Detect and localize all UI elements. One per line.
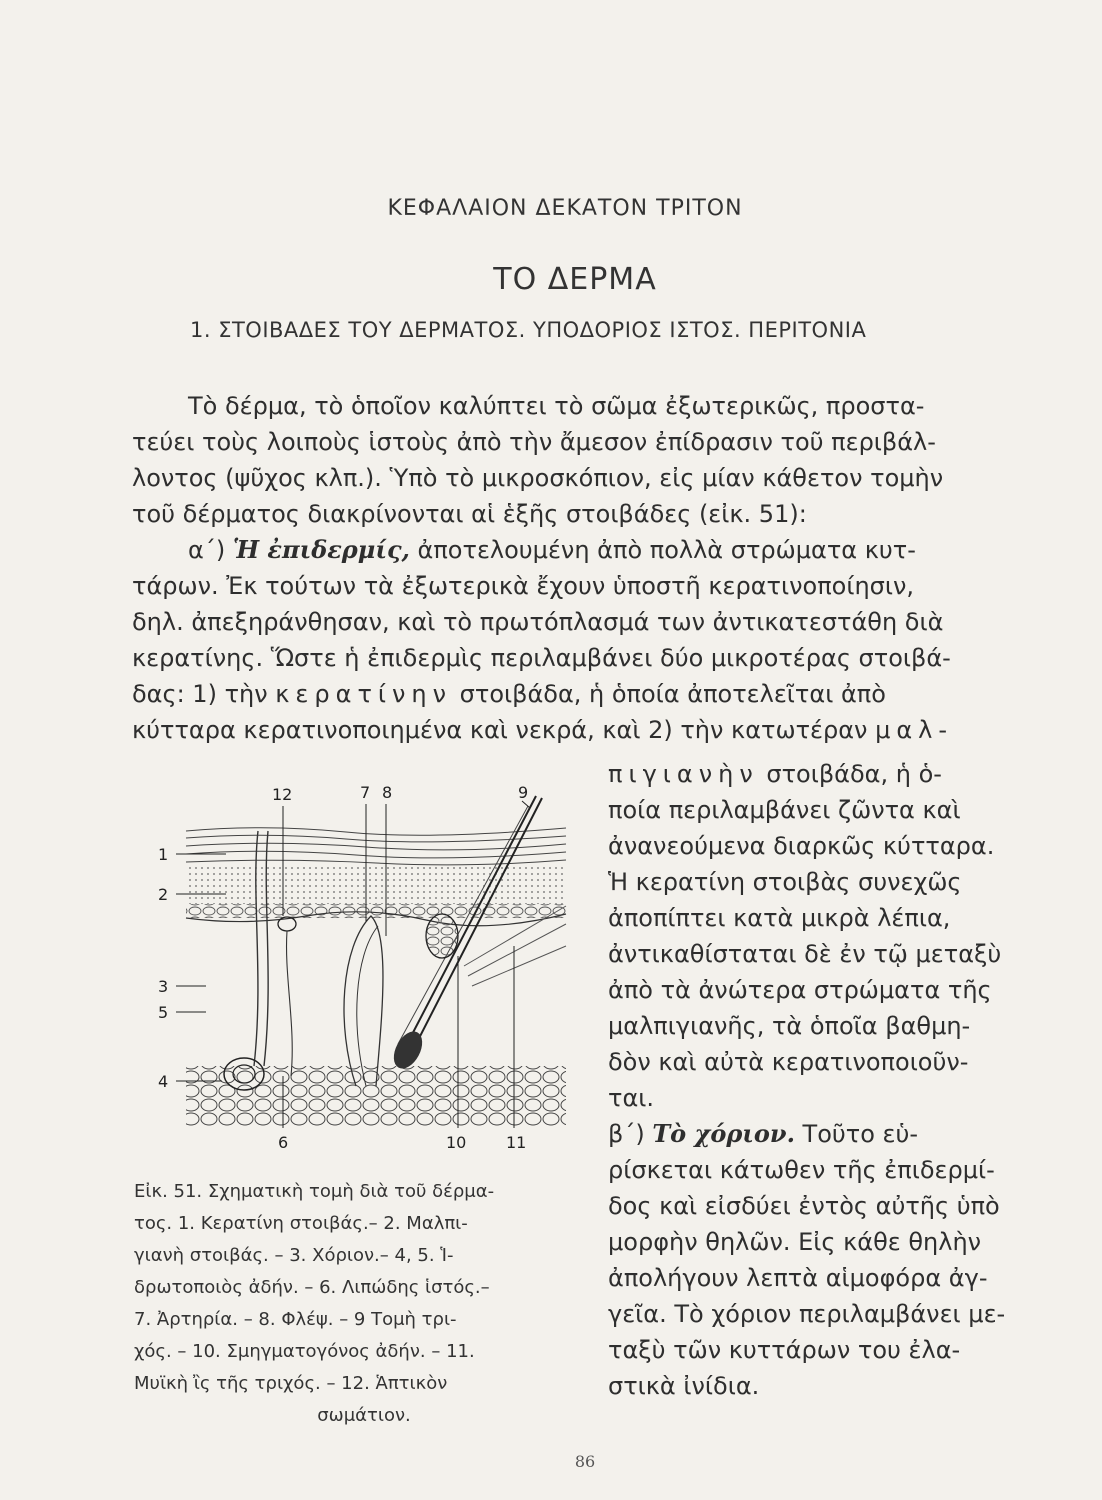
text-line: δηλ. ἀπεξηράνθησαν, καὶ τὸ πρωτόπλασμά των ἀντικατεστάθη διὰ xyxy=(132,608,944,636)
epidermis-prefix: α΄) xyxy=(188,536,233,564)
keratin-post: στοιβάδα, ἡ ὁποία ἀποτελεῖται ἀπὸ xyxy=(452,680,886,708)
figure-label-1: 1 xyxy=(158,845,169,864)
figure-label-2: 2 xyxy=(158,885,169,904)
figure-label-7: 7 xyxy=(360,783,371,802)
text-line: ἀπὸ τὰ ἀνώτερα στρώματα τῆς xyxy=(608,976,992,1004)
text-line: λοντος (ψῦχος κλπ.). Ὑπὸ τὸ μικροσκόπιον, εἰς μίαν κάθετον τομὴν xyxy=(132,464,944,492)
text-line: ποία περιλαμβάνει ζῶντα καὶ xyxy=(608,796,961,824)
text-line: ρίσκεται κάτωθεν τῆς ἐπιδερμί- xyxy=(608,1156,995,1184)
vein-loop xyxy=(357,926,378,1086)
figure-caption xyxy=(134,1176,594,1432)
basal-cell-row xyxy=(186,904,566,918)
figure-label-4: 4 xyxy=(158,1072,169,1091)
caption-line: δρωτοποιὸς ἀδήν. – 6. Λιπώδης ἱστός.– xyxy=(134,1277,490,1298)
chorion-term: Τὸ χόριον. xyxy=(652,1119,795,1148)
text-line: ἀπολήγουν λεπτὰ αἱμοφόρα ἀγ- xyxy=(608,1264,988,1292)
text-line: ἀντικαθίσταται δὲ ἐν τῷ μεταξὺ xyxy=(608,940,1002,968)
caption-line: Μυϊκὴ ἲς τῆς τριχός. – 12. Ἁπτικὸν xyxy=(134,1373,448,1394)
page-number: 86 xyxy=(574,1452,596,1471)
text-line: μορφὴν θηλῶν. Εἰς κάθε θηλὴν xyxy=(608,1228,982,1256)
epidermis-term: Ἡ ἐπιδερμίς, xyxy=(232,535,410,564)
text-line-malpighian-cont xyxy=(608,756,1028,792)
keratin-pre: δας: 1) τὴν xyxy=(132,680,276,708)
text-line-epidermis xyxy=(132,532,1022,568)
figure-label-9: 9 xyxy=(518,783,529,802)
text-line: μαλπιγιανῆς, τὰ ὁποῖα βαθμη- xyxy=(608,1012,971,1040)
text-line: τεύει τοὺς λοιποὺς ἱστοὺς ἀπὸ τὴν ἄμεσον ἐπίδρασιν τοῦ περιβάλ- xyxy=(132,428,936,456)
figure-label-10: 10 xyxy=(446,1133,467,1152)
text-line: γεῖα. Τὸ χόριον περιλαμβάνει με- xyxy=(608,1300,1006,1328)
text-line: ἀποπίπτει κατὰ μικρὰ λέπια, xyxy=(608,904,951,932)
fat-tissue xyxy=(186,1066,566,1126)
malpighian-pre: κύτταρα κερατινοποιημένα καὶ νεκρά, καὶ 2) τὴν κατωτέραν xyxy=(132,716,876,744)
figure-label-6: 6 xyxy=(278,1133,289,1152)
keratin-term: κερατίνην xyxy=(275,680,453,708)
body-paragraph xyxy=(132,388,1022,748)
text-line-malpighian xyxy=(132,712,1022,748)
figure-label-12: 12 xyxy=(272,785,293,804)
sebaceous-gland xyxy=(426,914,458,958)
epidermis-rest: ἀποτελουμένη ἀπὸ πολλὰ στρώματα κυτ- xyxy=(409,536,916,564)
malpighian-layer xyxy=(186,866,566,904)
text-line: κερατίνης. Ὥστε ἡ ἐπιδερμὶς περιλαμβάνει δύο μικροτέρας στοιβά- xyxy=(132,644,951,672)
malpighian-term-cont: πιγιανὴν xyxy=(608,760,759,788)
chapter-heading: ΚΕΦΑΛΑΙΟΝ ΔΕΚΑΤΟΝ ΤΡΙΤΟΝ xyxy=(387,196,743,221)
figure-label-11: 11 xyxy=(506,1133,527,1152)
right-column-text xyxy=(608,756,1028,1404)
figure-label-5: 5 xyxy=(158,1003,169,1022)
caption-line: 7. Ἀρτηρία. – 8. Φλέψ. – 9 Τομὴ τρι- xyxy=(134,1309,457,1330)
caption-line: γιανὴ στοιβάς. – 3. Χόριον.– 4, 5. Ἱ- xyxy=(134,1245,454,1266)
text-line: Τὸ δέρμα, τὸ ὁποῖον καλύπτει τὸ σῶμα ἐξωτερικῶς, προστα- xyxy=(188,392,925,420)
text-line-chorion xyxy=(608,1116,1028,1152)
artery-loop xyxy=(344,916,383,1086)
caption-line: σωμάτιον. xyxy=(317,1405,411,1426)
text-line: Ἡ κερατίνη στοιβὰς συνεχῶς xyxy=(608,868,962,896)
caption-line: Εἰκ. 51. Σχηματικὴ τομὴ διὰ τοῦ δέρμα- xyxy=(134,1181,495,1202)
text-line: δος καὶ εἰσδύει ἐντὸς αὐτῆς ὑπὸ xyxy=(608,1192,1000,1220)
hair-shaft xyxy=(406,796,536,1046)
text-line: τοῦ δέρματος διακρίνονται αἱ ἑξῆς στοιβάδες (εἰκ. 51): xyxy=(132,500,807,528)
skin-diagram xyxy=(146,776,586,1166)
text-line: ται. xyxy=(608,1084,655,1112)
text-line: ταξὺ τῶν κυττάρων του ἐλα- xyxy=(608,1336,961,1364)
nerve-fiber xyxy=(287,931,293,1076)
malpighian-term: μαλ- xyxy=(875,716,954,744)
text-line: στικὰ ἰνίδια. xyxy=(608,1372,760,1400)
figure-label-3: 3 xyxy=(158,977,169,996)
text-line: δὸν καὶ αὐτὰ κερατινοποιοῦν- xyxy=(608,1048,969,1076)
caption-line: χός. – 10. Σμηγματογόνος ἀδήν. – 11. xyxy=(134,1341,475,1362)
page-title: ΤΟ ΔΕΡΜΑ xyxy=(493,262,657,297)
figure-label-8: 8 xyxy=(382,783,393,802)
chorion-rest: Τοῦτο εὑ- xyxy=(794,1120,919,1148)
text-line-keratin xyxy=(132,676,1022,712)
malpighian-rest: στοιβάδα, ἡ ὁ- xyxy=(758,760,942,788)
text-line: τάρων. Ἐκ τούτων τὰ ἐξωτερικὰ ἔχουν ὑποστῆ κερατινοποίησιν, xyxy=(132,572,915,600)
text-line: ἀνανεούμενα διαρκῶς κύτταρα. xyxy=(608,832,995,860)
skin-section-figure xyxy=(146,776,586,1166)
caption-line: τος. 1. Κερατίνη στοιβάς.– 2. Μαλπι- xyxy=(134,1213,468,1234)
chorion-prefix: β΄) xyxy=(608,1120,653,1148)
section-heading: 1. ΣΤΟΙΒΑΔΕΣ ΤΟΥ ΔΕΡΜΑΤΟΣ. ΥΠΟΔΟΡΙΟΣ ΙΣΤΟΣ. ΠΕΡΙΤΟΝΙΑ xyxy=(190,318,867,342)
